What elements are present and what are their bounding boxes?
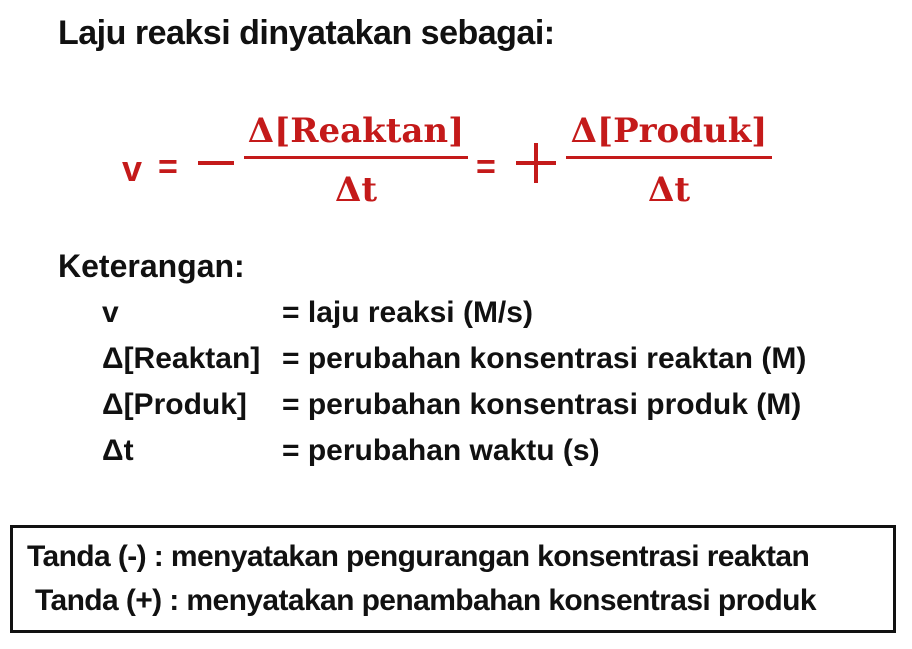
reactant-fraction-bar bbox=[244, 156, 468, 159]
plus-sign-vertical bbox=[534, 143, 538, 183]
product-numerator: Δ[Produk] bbox=[570, 111, 768, 151]
intro-text: Laju reaksi dinyatakan sebagai: bbox=[58, 14, 555, 52]
formula-equals-2: = bbox=[476, 148, 496, 186]
reactant-fraction bbox=[244, 108, 468, 213]
minus-sign-icon bbox=[198, 161, 234, 165]
keterangan-symbol: Δ[Produk] bbox=[102, 388, 247, 421]
keterangan-symbol: Δ[Reaktan] bbox=[102, 342, 261, 375]
product-fraction bbox=[566, 108, 772, 213]
keterangan-desc: = perubahan konsentrasi reaktan (M) bbox=[282, 342, 807, 375]
keterangan-symbol: v bbox=[102, 296, 119, 329]
keterangan-desc: = perubahan konsentrasi produk (M) bbox=[282, 388, 802, 421]
formula-v: v bbox=[122, 148, 143, 189]
keterangan-desc: = perubahan waktu (s) bbox=[282, 434, 600, 467]
note-plus-sign: Tanda (+) : menyatakan penambahan konsentrasi produk bbox=[35, 584, 816, 617]
product-denominator: Δt bbox=[647, 170, 691, 210]
keterangan-title: Keterangan: bbox=[58, 248, 245, 284]
rate-formula bbox=[0, 108, 912, 218]
keterangan-desc: = laju reaksi (M/s) bbox=[282, 296, 533, 329]
product-fraction-bar bbox=[566, 156, 772, 159]
formula-equals-1: = bbox=[158, 148, 178, 186]
note-box bbox=[10, 525, 896, 633]
reactant-numerator: Δ[Reaktan] bbox=[247, 111, 465, 151]
reactant-denominator: Δt bbox=[334, 170, 378, 210]
keterangan-symbol: Δt bbox=[102, 434, 134, 467]
note-minus-sign: Tanda (-) : menyatakan pengurangan konsentrasi reaktan bbox=[27, 540, 810, 573]
